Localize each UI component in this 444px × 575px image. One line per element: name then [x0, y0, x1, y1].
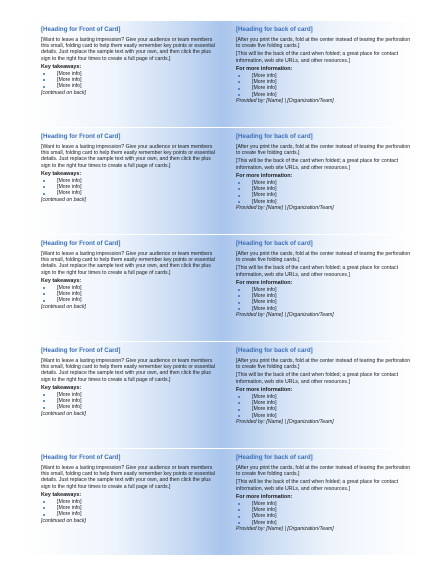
list-item: [More info] [238, 520, 411, 526]
back-body-contact: [This will be the back of the card when folded; a great place for contact information, web site URLs, and other resources.] [236, 479, 399, 492]
bullet-icon [43, 293, 45, 295]
back-heading: [Heading for back of card] [236, 26, 313, 33]
bullet-icon [43, 86, 45, 88]
key-takeaways-label: Key takeaways: [41, 170, 82, 177]
bullet-icon [43, 501, 45, 503]
bullet-icon [238, 308, 240, 310]
back-body-contact: [This will be the back of the card when folded; a great place for contact information, web site URLs, and other resources.] [236, 158, 399, 171]
front-heading: [Heading for Front of Card] [41, 347, 121, 354]
bullet-icon [43, 394, 45, 396]
bullet-icon [43, 400, 45, 402]
bullet-icon [43, 186, 45, 188]
card-row [27, 342, 417, 448]
bullet-icon [238, 289, 240, 291]
card-row [27, 449, 417, 555]
card-back [222, 21, 417, 127]
bullet-icon [238, 503, 240, 505]
back-body-contact: [This will be the back of the card when folded; a great place for contact information, web site URLs, and other resources.] [236, 51, 399, 64]
back-body-fold: [After you print the cards, fold at the center instead of tearing the perforation to create five folding cards.] [236, 37, 411, 50]
card-front [27, 21, 222, 127]
card-back [222, 449, 417, 555]
more-info-label: For more information: [236, 172, 293, 179]
bullet-icon [238, 188, 240, 190]
list-item: [More info] [238, 394, 411, 400]
list-item: [More info] [43, 392, 216, 398]
bullet-icon [238, 302, 240, 304]
list-item: [More info] [238, 293, 411, 299]
more-info-list [238, 73, 411, 98]
bullet-icon [43, 407, 45, 409]
bullet-icon [238, 295, 240, 297]
provided-by: Provided by: [Name] | [Organization/Team] [236, 98, 334, 104]
bullet-icon [238, 182, 240, 184]
front-body: [Want to leave a lasting impression? Give your audience or team members this small, folding card to help them easily remember key points or essential details. Just replace the sample text with your own, and then click the plus sign to the right four times to create a full page of cards.] [41, 358, 215, 383]
list-item: [More info] [238, 287, 411, 293]
more-info-list [238, 180, 411, 205]
list-item: [More info] [43, 505, 216, 511]
bullet-icon [43, 287, 45, 289]
more-info-label: For more information: [236, 493, 293, 500]
back-body-fold: [After you print the cards, fold at the center instead of tearing the perforation to create five folding cards.] [236, 144, 411, 157]
bullet-icon [238, 402, 240, 404]
card-row [27, 128, 417, 234]
bullet-icon [238, 509, 240, 511]
back-heading: [Heading for back of card] [236, 347, 313, 354]
key-takeaways-label: Key takeaways: [41, 491, 82, 498]
back-body-contact: [This will be the back of the card when folded; a great place for contact information, web site URLs, and other resources.] [236, 372, 399, 385]
list-item: [More info] [238, 406, 411, 412]
continued-note: [continued on back] [41, 410, 86, 417]
continued-note: [continued on back] [41, 89, 86, 96]
takeaways-list [43, 392, 216, 411]
list-item: [More info] [43, 404, 216, 410]
bullet-icon [43, 193, 45, 195]
continued-note: [continued on back] [41, 303, 86, 310]
list-item: [More info] [238, 400, 411, 406]
card-back [222, 235, 417, 341]
provided-by: Provided by: [Name] | [Organization/Team] [236, 419, 334, 425]
bullet-icon [43, 300, 45, 302]
list-item: [More info] [238, 79, 411, 85]
bullet-icon [238, 409, 240, 411]
continued-note: [continued on back] [41, 196, 86, 203]
list-item: [More info] [238, 413, 411, 419]
continued-note: [continued on back] [41, 517, 86, 524]
list-item: [More info] [43, 71, 216, 77]
back-heading: [Heading for back of card] [236, 454, 313, 461]
takeaways-list [43, 285, 216, 304]
card-front [27, 342, 222, 448]
bullet-icon [238, 81, 240, 83]
list-item: [More info] [43, 297, 216, 303]
front-heading: [Heading for Front of Card] [41, 240, 121, 247]
bullet-icon [238, 516, 240, 518]
list-item: [More info] [238, 180, 411, 186]
card-front [27, 235, 222, 341]
front-body: [Want to leave a lasting impression? Give your audience or team members this small, folding card to help them easily remember key points or essential details. Just replace the sample text with your own, and then click the plus sign to the right four times to create a full page of cards.] [41, 144, 215, 169]
back-body-fold: [After you print the cards, fold at the center instead of tearing the perforation to create five folding cards.] [236, 251, 411, 264]
bullet-icon [238, 75, 240, 77]
front-body: [Want to leave a lasting impression? Give your audience or team members this small, folding card to help them easily remember key points or essential details. Just replace the sample text with your own, and then click the plus sign to the right four times to create a full page of cards.] [41, 465, 215, 490]
list-item: [More info] [238, 186, 411, 192]
list-item: [More info] [43, 291, 216, 297]
more-info-list [238, 287, 411, 312]
takeaways-list [43, 71, 216, 90]
card-row [27, 235, 417, 341]
back-body-contact: [This will be the back of the card when folded; a great place for contact information, web site URLs, and other resources.] [236, 265, 399, 278]
bullet-icon [238, 522, 240, 524]
bullet-icon [238, 201, 240, 203]
provided-by: Provided by: [Name] | [Organization/Team] [236, 526, 334, 532]
more-info-label: For more information: [236, 279, 293, 286]
key-takeaways-label: Key takeaways: [41, 63, 82, 70]
more-info-label: For more information: [236, 65, 293, 72]
list-item: [More info] [238, 92, 411, 98]
back-heading: [Heading for back of card] [236, 240, 313, 247]
list-item: [More info] [238, 306, 411, 312]
bullet-icon [43, 79, 45, 81]
list-item: [More info] [43, 499, 216, 505]
card-sheet [27, 21, 417, 555]
list-item: [More info] [238, 192, 411, 198]
card-front [27, 449, 222, 555]
bullet-icon [43, 180, 45, 182]
bullet-icon [238, 88, 240, 90]
list-item: [More info] [238, 85, 411, 91]
list-item: [More info] [43, 285, 216, 291]
list-item: [More info] [43, 77, 216, 83]
list-item: [More info] [43, 398, 216, 404]
front-heading: [Heading for Front of Card] [41, 133, 121, 140]
bullet-icon [238, 94, 240, 96]
provided-by: Provided by: [Name] | [Organization/Team] [236, 312, 334, 318]
front-heading: [Heading for Front of Card] [41, 454, 121, 461]
front-body: [Want to leave a lasting impression? Give your audience or team members this small, folding card to help them easily remember key points or essential details. Just replace the sample text with your own, and then click the plus sign to the right four times to create a full page of cards.] [41, 37, 215, 62]
bullet-icon [238, 396, 240, 398]
card-back [222, 128, 417, 234]
bullet-icon [43, 514, 45, 516]
list-item: [More info] [238, 73, 411, 79]
takeaways-list [43, 178, 216, 197]
list-item: [More info] [238, 513, 411, 519]
key-takeaways-label: Key takeaways: [41, 384, 82, 391]
front-heading: [Heading for Front of Card] [41, 26, 121, 33]
card-front [27, 128, 222, 234]
list-item: [More info] [238, 507, 411, 513]
bullet-icon [43, 73, 45, 75]
more-info-list [238, 394, 411, 419]
card-row [27, 21, 417, 127]
list-item: [More info] [43, 83, 216, 89]
front-body: [Want to leave a lasting impression? Give your audience or team members this small, folding card to help them easily remember key points or essential details. Just replace the sample text with your own, and then click the plus sign to the right four times to create a full page of cards.] [41, 251, 215, 276]
bullet-icon [238, 195, 240, 197]
list-item: [More info] [238, 199, 411, 205]
key-takeaways-label: Key takeaways: [41, 277, 82, 284]
list-item: [More info] [238, 501, 411, 507]
back-heading: [Heading for back of card] [236, 133, 313, 140]
back-body-fold: [After you print the cards, fold at the center instead of tearing the perforation to create five folding cards.] [236, 358, 411, 371]
bullet-icon [238, 415, 240, 417]
provided-by: Provided by: [Name] | [Organization/Team] [236, 205, 334, 211]
list-item: [More info] [238, 299, 411, 305]
card-back [222, 342, 417, 448]
takeaways-list [43, 499, 216, 518]
list-item: [More info] [43, 511, 216, 517]
list-item: [More info] [43, 178, 216, 184]
more-info-label: For more information: [236, 386, 293, 393]
list-item: [More info] [43, 184, 216, 190]
bullet-icon [43, 507, 45, 509]
more-info-list [238, 501, 411, 526]
list-item: [More info] [43, 190, 216, 196]
back-body-fold: [After you print the cards, fold at the center instead of tearing the perforation to create five folding cards.] [236, 465, 411, 478]
